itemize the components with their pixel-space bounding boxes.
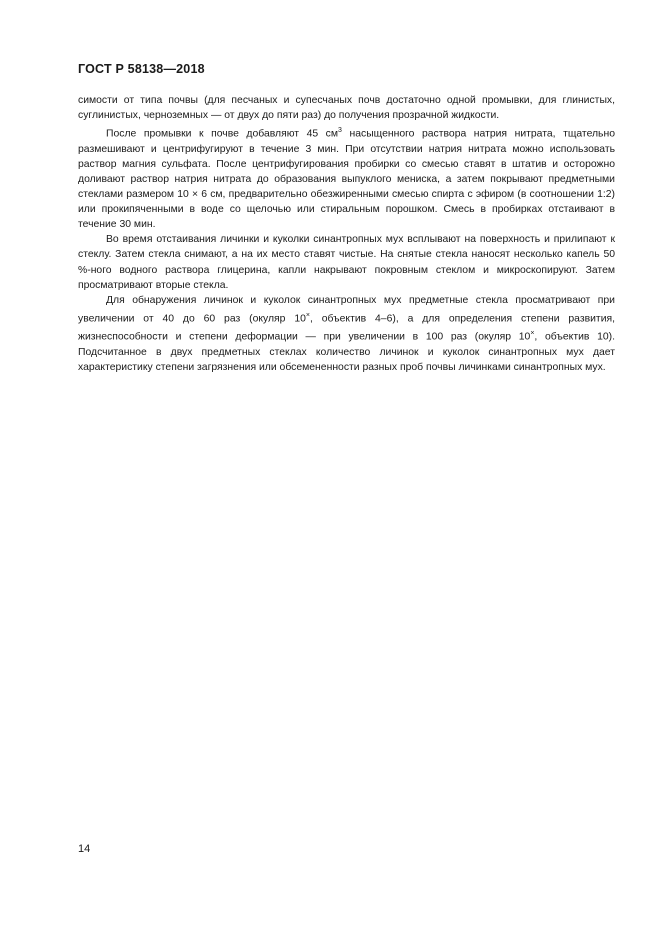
document-header: ГОСТ Р 58138—2018 [78,62,205,76]
paragraph-3: Во время отстаивания личинки и куколки синантропных мух всплывают на поверхность и прилипают к стеклу. Затем стекла снимают, а на их место ставят чистые. На снятые стекла наносят несколько капель 50 %-ного водного раствора глицерина, капли накрывают покровным стеклом и микроскопируют. Затем просматривают вторые стекла. [78,234,615,291]
paragraph-2: После промывки к почве добавляют 45 $см^3$ насыщенного раствора натрия нитрата, тщательно размешивают и центрифугируют в течение 3 мин. При отсутствии натрия нитрата можно использовать раствор магния сульфата. После центрифугирования пробирки со смесью ставят в штатив и осторожно доливают раствор натрия нитрата до образования выпуклого мениска, а затем покрывают предметными стеклами размером 10 × 6 см, предварительно обезжиренными смесью спирта с эфиром (в соотношении 1:2) или прокипяченными в воде со щелочью или стиральным порошком. Смесь в пробирках отстаивают в течение 30 мин. [78,127,615,231]
page-number: 14 [78,843,91,855]
document-body [78,93,615,375]
paragraph-4: Для обнаружения личинок и куколок синантропных мух предметные стекла просматривают при увеличении от 40 до 60 раз (окуляр 10×, объектив 4–6), а для определения степени развития, жизнеспособности и степени деформации — при увеличении в 100 раз (окуляр 10×, объектив 10). Подсчитанное в двух предметных стеклах количество личинок и куколок синантропных мух дает характеристику степени загрязнения или обсемененности разных проб почвы личинками синантропных мух. [78,294,616,373]
paragraph-1: симости от типа почвы (для песчаных и супесчаных почв достаточно одной промывки, для глинистых, суглинистых, черноземных — от двух до пяти раз) до получения прозрачной жидкости. [78,95,615,122]
